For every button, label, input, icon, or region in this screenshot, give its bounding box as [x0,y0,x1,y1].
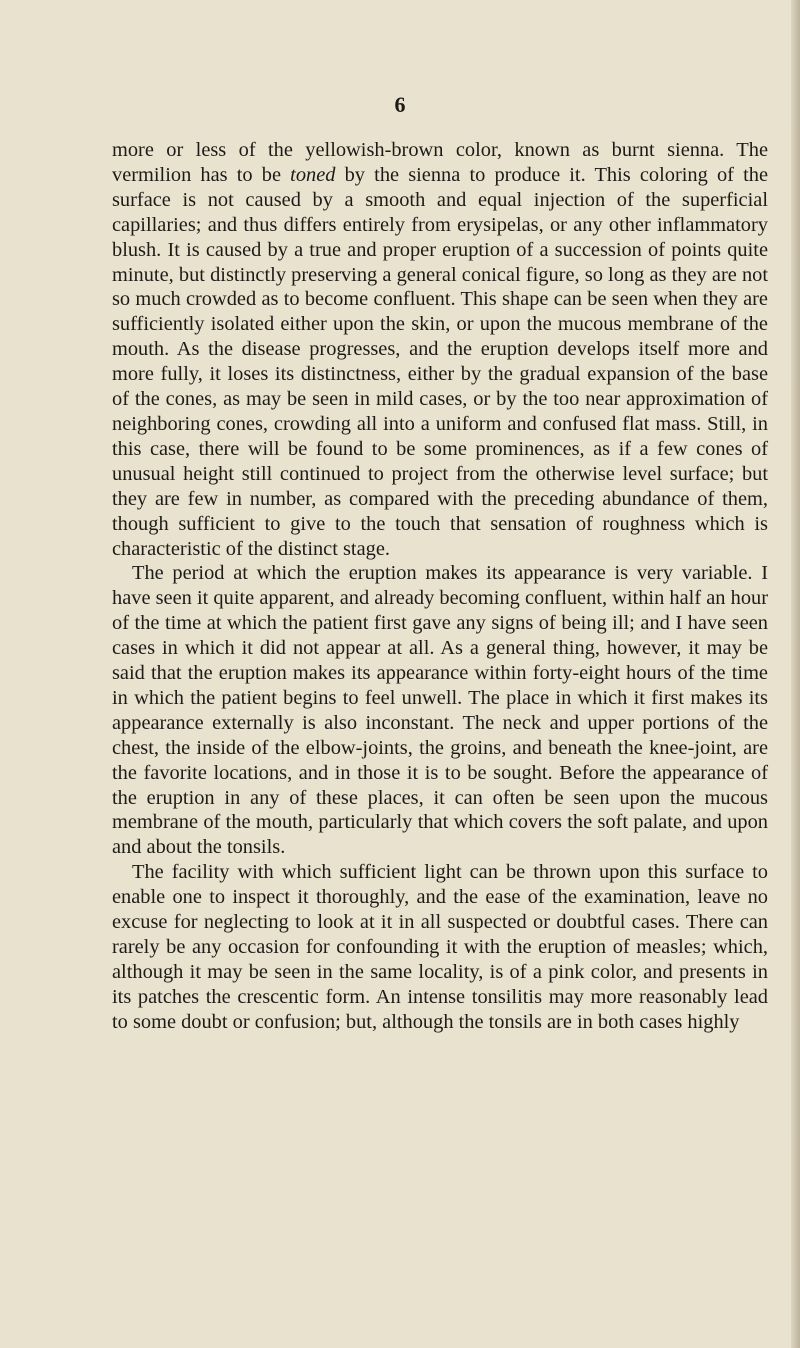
paragraph-1-text-start: more or less of the yellowish-brown color, known as burnt sienna. The vermilion has to be [112,139,768,186]
body-text [112,138,768,1035]
page-number: 6 [394,92,406,117]
paragraph-3: The facility with which sufficient light can be thrown upon this surface to enable one to inspect it thoroughly, and the ease of the examination, leave no excuse for neglecting to look at it in all suspected or doubtful cases. There can rarely be any occasion for confounding it with the eruption of measles; which, although it may be seen in the same locality, is of a pink color, and presents in its patches the crescentic form. An intense tonsilitis may more reasonably lead to some doubt or confusion; but, although the tonsils are in both cases highly [112,861,768,1033]
paragraph-1-text-end: by the sienna to produce it. This coloring of the surface is not caused by a smooth and equal injection of the superficial capillaries; and thus differs entirely from erysipelas, or any other inflammatory blush. It is caused by a true and proper eruption of a succession of points quite minute, but distinctly preserving a general conical figure, so long as they are not so much crowded as to become confluent. This shape can be seen when they are sufficiently isolated either upon the skin, or upon the mucous membrane of the mouth. As the disease progresses, and the eruption develops itself more and more fully, it loses its distinctness, either by the gradual expansion of the base of the cones, as may be seen in mild cases, or by the too near approximation of neighboring cones, crowding all into a uniform and confused flat mass. Still, in this case, there will be found to be some prominences, as if a few cones of unusual height still continued to project from the otherwise level surface; but they are few in number, as compared with the preceding abundance of them, though sufficient to give to the touch that sensation of roughness which is characteristic of the distinct stage. [112,163,768,560]
page-edge-shadow [791,0,800,1348]
emphasis-toned: toned [290,163,336,186]
paragraph-1 [112,138,768,561]
paragraph-2: The period at which the eruption makes its appearance is very variable. I have seen it quite apparent, and already becoming confluent, within half an hour of the time at which the patient first gave any signs of being ill; and I have seen cases in which it did not appear at all. As a general thing, however, it may be said that the eruption makes its appearance within forty-eight hours of the time in which the patient begins to feel unwell. The place in which it first makes its appearance externally is also inconstant. The neck and upper portions of the chest, the inside of the elbow-joints, the groins, and beneath the knee-joint, are the favorite locations, and in those it is to be sought. Before the appearance of the eruption in any of these places, it can often be seen upon the mucous membrane of the mouth, particularly that which covers the soft palate, and upon and about the tonsils. [112,562,768,859]
